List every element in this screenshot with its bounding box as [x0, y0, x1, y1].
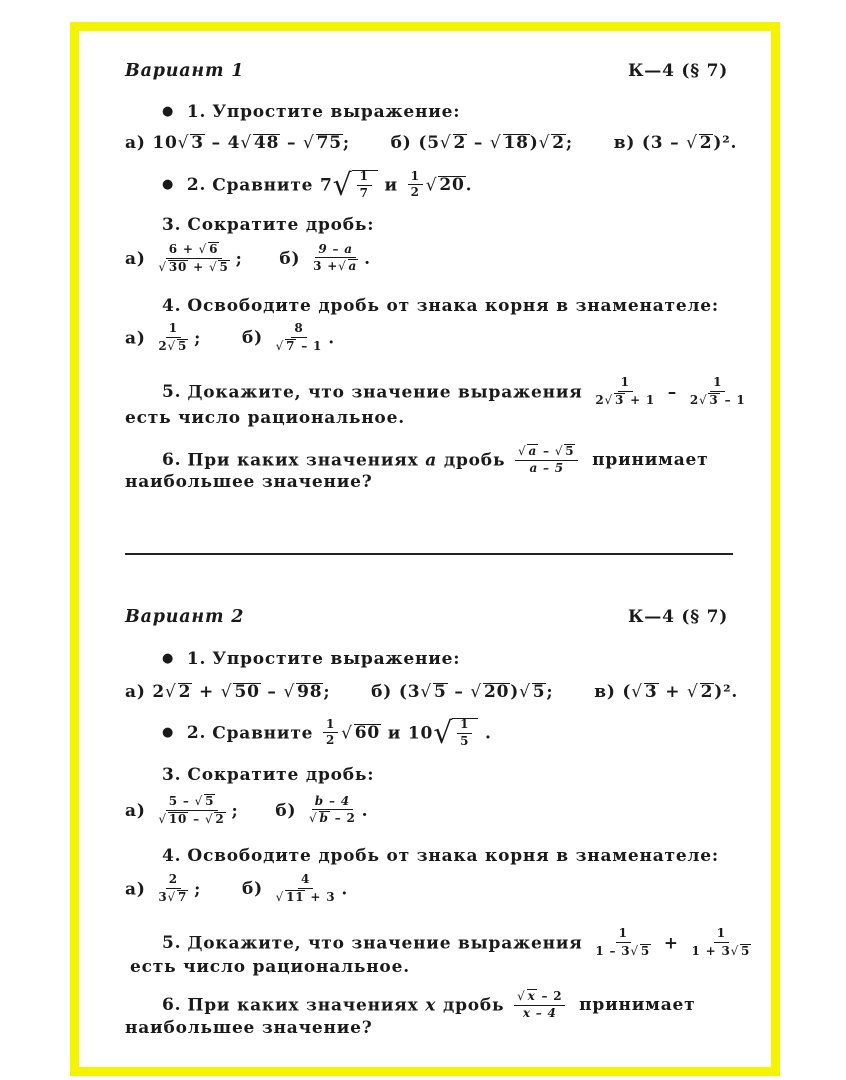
task-4-heading: 4. Освободите дробь от знака корня в знаменателе: [162, 846, 719, 866]
exercise-b: б) (5√ 2 – √ 18)√ 2; [390, 133, 573, 153]
task-4-heading: 4. Освободите дробь от знака корня в знаменателе: [162, 296, 719, 316]
variant-title: Вариант 1 [125, 61, 245, 81]
task-5-line2: есть число рациональное. [125, 408, 405, 428]
exercise-c: в) (√ 3 + √ 2)². [594, 682, 739, 702]
task-3-exercises: а) $\frac{6 + √ 6}{√ 30 + √ 5}$ ; б) $\frac{9 - a}{3 +√ a}$ . [125, 241, 371, 274]
task-1-heading: ● 1. Упростите выражение: [162, 102, 460, 122]
task-4-exercises: а) $\frac{2}{3√ 7}$ ; б) $\frac{4}{√ 11 + 3}$ . [125, 872, 349, 904]
task-2: ● 2. Сравните 7 √ $\frac{1}{7}$ и $\frac{1}{2}$ √ 20. [162, 170, 472, 202]
task-1-exercises [125, 682, 738, 702]
task-1-heading: ● 1. Упростите выражение: [162, 649, 460, 669]
task-6-line2: наибольшее значение? [125, 1018, 373, 1038]
task-2: ● 2. Сравните $\frac{1}{2}$ √ 60 и 10 √ $\frac{1}{5}$ . [162, 718, 492, 750]
test-code: К—4 (§ 7) [628, 61, 729, 81]
variant-title: Вариант 2 [125, 607, 245, 627]
exercise-a: а) 2√ 2 + √ 50 – √ 98; [125, 682, 331, 702]
task-6: 6. При каких значениях x дробь $\frac{√ x - 2}{x - 4}$ принимает [162, 989, 696, 1020]
divider-line [125, 553, 733, 555]
exercise-a: а) 10√ 3 – 4√ 48 – √ 75; [125, 133, 350, 153]
task-6-line2: наибольшее значение? [125, 472, 373, 492]
task-1-exercises [125, 133, 737, 153]
test-code: К—4 (§ 7) [628, 607, 729, 627]
task-3-heading: 3. Сократите дробь: [162, 215, 375, 235]
exercise-c: в) (3 – √ 2)². [613, 133, 738, 153]
task-3-exercises: а) $\frac{5 - √ 5}{√ 10 - √ 2}$ ; б) $\frac{b - 4}{√ b - 2}$ . [125, 793, 369, 826]
exercise-b: б) (3√ 5 – √ 20)√ 5; [371, 682, 554, 702]
task-5: 5. Докажите, что значение выражения $\frac{1}{2√ 3 + 1}$ – $\frac{1}{2√ 3 - 1}$ [162, 375, 746, 407]
task-3-heading: 3. Сократите дробь: [162, 765, 375, 785]
task-5: 5. Докажите, что значение выражения $\frac{1}{1 - 3√ 5}$ + $\frac{1}{1 + 3√ 5}$ [162, 926, 751, 958]
task-6: 6. При каких значениях a дробь $\frac{√ a - √ 5}{a - 5}$ принимает [162, 444, 709, 475]
task-4-exercises: а) $\frac{1}{2√ 5}$ ; б) $\frac{8}{√ 7 - 1}$ . [125, 321, 335, 353]
task-5-line2: есть число рациональное. [130, 957, 410, 977]
